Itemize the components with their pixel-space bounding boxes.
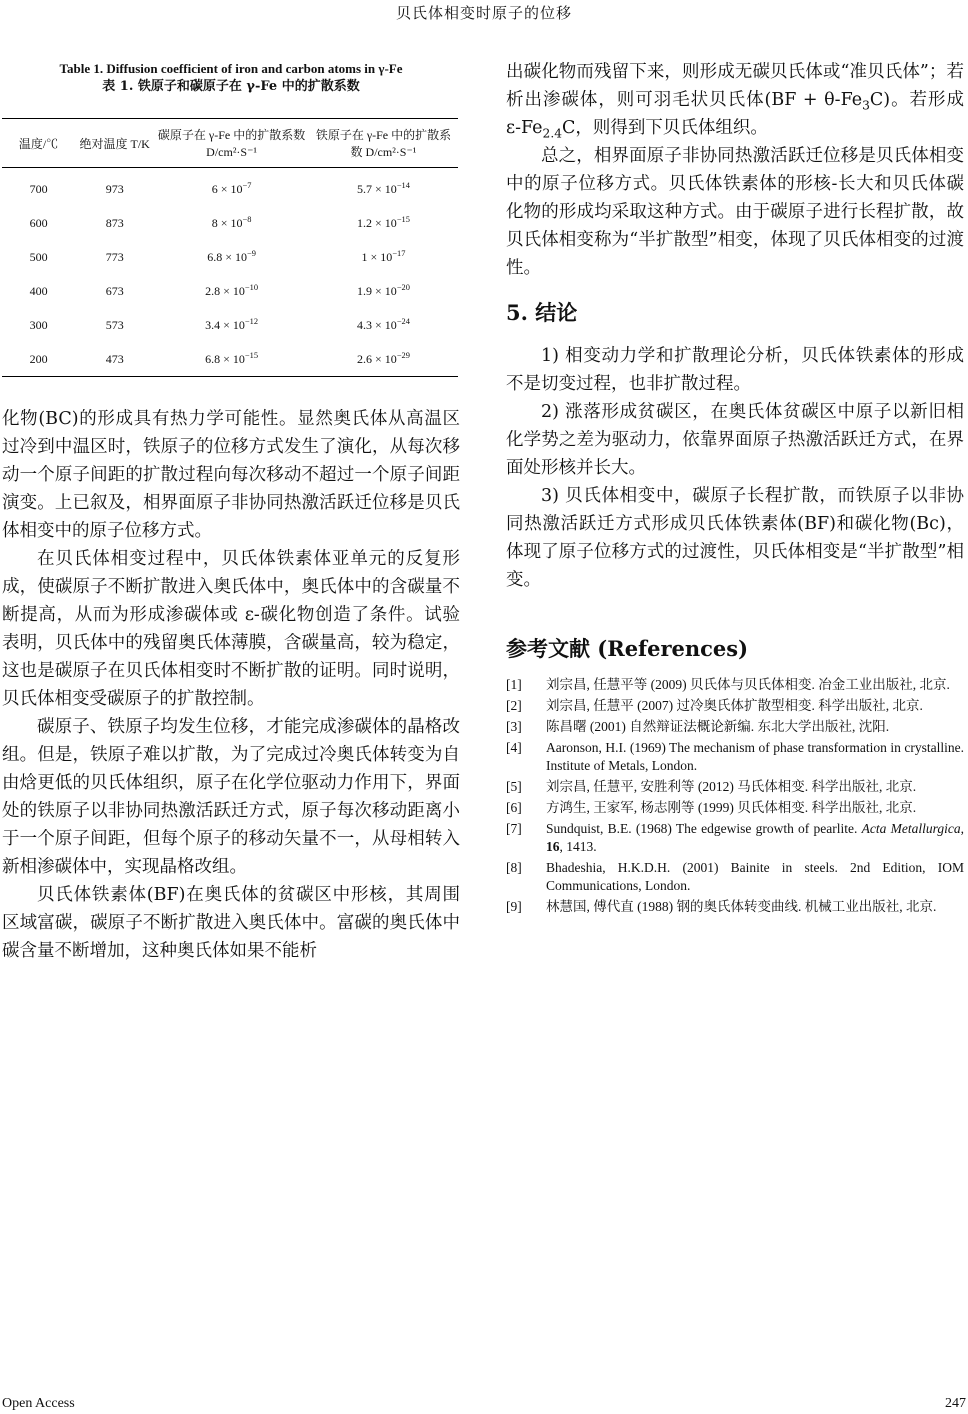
cell-carbon	[154, 240, 309, 274]
text-fragment: 出碳化物而残留下来，则形成无碳贝氏体或“准贝氏体”；若析出渗碳体，则可羽毛状贝氏体(BF + θ-Fe	[506, 62, 964, 110]
journal-name: Acta Metallurgica	[861, 821, 961, 836]
references-heading: 参考文献 (References)	[506, 636, 749, 661]
table-row	[2, 342, 458, 377]
reference-number: [4]	[506, 740, 522, 755]
cell-carbon	[154, 274, 309, 308]
reference-number: [6]	[506, 800, 522, 815]
carbon-mantissa: 6.8 × 10	[205, 351, 245, 366]
cell-iron	[309, 308, 458, 342]
reference-item	[506, 859, 964, 895]
reference-text: 刘宗昌, 任慧平, 安胜利等 (2012) 马氏体相变. 科学出版社, 北京.	[546, 779, 917, 794]
cell-iron	[309, 206, 458, 240]
cell-temp-c: 300	[29, 317, 48, 332]
reference-number: [1]	[506, 677, 522, 692]
reference-item	[506, 697, 964, 715]
carbon-mantissa: 3.4 × 10	[205, 317, 245, 332]
cell-iron	[309, 342, 458, 377]
iron-exponent: −17	[392, 248, 406, 258]
reference-text: Sundquist, B.E. (1968) The edgewise growth of pearlite. Acta Metallurgica, 16, 1413.	[546, 821, 964, 854]
table-row	[2, 240, 458, 274]
body-paragraph: 在贝氏体相变过程中，贝氏体铁素体亚单元的反复形成，使碳原子不断扩散进入奥氏体中，奥氏体中的含碳量不断提高，从而为形成渗碳体或 ε-碳化物创造了条件。试验表明，贝氏体中的残留奥氏体薄膜，含碳量高，较为稳定，这也是碳原子在贝氏体相变时不断扩散的证明。同时说明，贝氏体相变受碳原子的扩散控制。	[2, 549, 460, 709]
cell-carbon	[154, 342, 309, 377]
carbon-exponent: −8	[242, 214, 252, 224]
table-row	[2, 168, 458, 207]
header-iron-diffusion: 铁原子在 γ-Fe 中的扩散系数 D/cm²·S⁻¹	[309, 119, 458, 168]
subscript: 3	[862, 98, 870, 113]
right-column	[506, 58, 964, 919]
carbon-exponent: −7	[242, 180, 252, 190]
iron-exponent: −24	[396, 316, 410, 326]
table-caption-zh: 表 1. 铁原子和碳原子在 γ-Fe 中的扩散系数	[102, 79, 360, 94]
reference-number: [7]	[506, 821, 522, 836]
iron-mantissa: 1 × 10	[361, 249, 393, 264]
left-body-text	[2, 405, 460, 965]
reference-text: 刘宗昌, 任慧平 (2007) 过冷奥氏体扩散型相变. 科学出版社, 北京.	[546, 698, 923, 713]
conclusion-item: 3) 贝氏体相变中，碳原子长程扩散，而铁原子以非协同热激活跃迁方式形成贝氏体铁素体(BF)和碳化物(Bc)，体现了原子位移方式的过渡性，贝氏体相变是“半扩散型”相变。	[506, 486, 964, 590]
cell-temp-c: 600	[29, 215, 48, 230]
reference-text: 刘宗昌, 任慧平等 (2009) 贝氏体与贝氏体相变. 冶金工业出版社, 北京.	[546, 677, 950, 692]
cell-iron	[309, 274, 458, 308]
body-paragraph	[506, 58, 964, 142]
cell-temp-k: 473	[105, 351, 124, 366]
cell-iron	[309, 168, 458, 207]
reference-item	[506, 718, 964, 736]
cell-temp-c: 700	[29, 181, 48, 196]
running-title: 贝氏体相变时原子的位移	[395, 4, 572, 22]
iron-mantissa: 1.2 × 10	[357, 215, 397, 230]
table-row	[2, 206, 458, 240]
reference-text: Aaronson, H.I. (1969) The mechanism of phase transformation in crystalline. Institute of Metals, London.	[546, 740, 964, 773]
reference-number: [5]	[506, 779, 522, 794]
iron-mantissa: 1.9 × 10	[357, 283, 397, 298]
conclusion-heading: 5. 结论	[506, 300, 578, 325]
reference-item	[506, 820, 964, 856]
carbon-mantissa: 2.8 × 10	[205, 283, 245, 298]
cell-temp-k: 873	[105, 215, 124, 230]
text-fragment: C，则得到下贝氏体组织。	[562, 118, 768, 138]
cell-iron	[309, 240, 458, 274]
reference-item	[506, 799, 964, 817]
table-row	[2, 308, 458, 342]
iron-exponent: −14	[396, 180, 410, 190]
cell-temp-c: 500	[29, 249, 48, 264]
body-paragraph: 总之，相界面原子非协同热激活跃迁位移是贝氏体相变中的原子位移方式。贝氏体铁素体的形核-长大和贝氏体碳化物的形成均采取这种方式。由于碳原子进行长程扩散，故贝氏体相变称为“半扩散型”相变，体现了贝氏体相变的过渡性。	[506, 146, 964, 278]
reference-item	[506, 739, 964, 775]
iron-mantissa: 2.6 × 10	[357, 351, 397, 366]
cell-carbon	[154, 206, 309, 240]
cell-temp-k: 973	[105, 181, 124, 196]
conclusion-item: 1) 相变动力学和扩散理论分析，贝氏体铁素体的形成不是切变过程，也非扩散过程。	[506, 346, 964, 394]
cell-carbon	[154, 168, 309, 207]
reference-item	[506, 676, 964, 694]
left-column	[2, 60, 460, 965]
reference-number: [2]	[506, 698, 522, 713]
cell-temp-k: 773	[105, 249, 124, 264]
header-carbon-diffusion: 碳原子在 γ-Fe 中的扩散系数 D/cm²·S⁻¹	[154, 119, 309, 168]
cell-temp-c: 200	[29, 351, 48, 366]
table-row	[2, 274, 458, 308]
conclusion-item: 2) 涨落形成贫碳区，在奥氏体贫碳区中原子以新旧相化学势之差为驱动力，依靠界面原子热激活跃迁方式，在界面处形核并长大。	[506, 402, 964, 478]
header-temp-c: 温度/℃	[2, 119, 75, 168]
cell-temp-k: 673	[105, 283, 124, 298]
carbon-exponent: −10	[244, 282, 259, 292]
iron-mantissa: 4.3 × 10	[357, 317, 397, 332]
reference-text-a: Sundquist, B.E. (1968) The edgewise growth of pearlite.	[546, 821, 862, 836]
table-caption-en: Table 1. Diffusion coefficient of iron and carbon atoms in γ-Fe	[59, 61, 403, 76]
cell-carbon	[154, 308, 309, 342]
carbon-mantissa: 6 × 10	[211, 181, 243, 196]
table-header-row	[2, 119, 458, 168]
reference-text: 方鸿生, 王家军, 杨志刚等 (1999) 贝氏体相变. 科学出版社, 北京.	[546, 800, 917, 815]
reference-text: Bhadeshia, H.K.D.H. (2001) Bainite in steels. 2nd Edition, IOM Communications, London.	[546, 860, 964, 893]
body-paragraph: 碳原子、铁原子均发生位移，才能完成渗碳体的晶格改组。但是，铁原子难以扩散，为了完成过冷奥氏体转变为自由焓更低的贝氏体组织，原子在化学位驱动力作用下，界面处的铁原子以非协同热激活跃迁方式，原子每次移动距离小于一个原子间距，但每个原子的移动矢量不一，从母相转入新相渗碳体中，实现晶格改组。	[2, 717, 460, 877]
reference-number: [3]	[506, 719, 522, 734]
text-fragment: C)。若形成 ε-Fe	[506, 90, 964, 138]
reference-text: 陈昌曙 (2001) 自然辩证法概论新编. 东北大学出版社, 沈阳.	[546, 719, 890, 734]
reference-number: [9]	[506, 899, 522, 914]
body-paragraph: 贝氏体铁素体(BF)在奥氏体的贫碳区中形核，其周围区域富碳，碳原子不断扩散进入奥氏体中。富碳的奥氏体中碳含量不断增加，这种奥氏体如果不能析	[2, 885, 460, 961]
reference-text-b: , 1413.	[559, 839, 597, 854]
subscript: 2.4	[542, 126, 563, 141]
reference-number: [8]	[506, 860, 522, 875]
reference-item	[506, 778, 964, 796]
diffusion-table	[2, 118, 458, 377]
carbon-exponent: −15	[244, 350, 259, 360]
iron-exponent: −15	[396, 214, 410, 224]
journal-volume: 16	[546, 839, 560, 854]
carbon-mantissa: 8 × 10	[211, 215, 243, 230]
body-paragraph: 化物(BC)的形成具有热力学可能性。显然奥氏体从高温区过冷到中温区时，铁原子的位移方式发生了演化，从每次移动一个原子间距的扩散过程向每次移动不超过一个原子间距演变。上已叙及，相界面原子非协同热激活跃迁位移是贝氏体相变中的原子位移方式。	[2, 409, 460, 541]
cell-temp-k: 573	[105, 317, 124, 332]
reference-list	[506, 676, 964, 916]
reference-text: 林慧国, 傅代直 (1988) 钢的奥氏体转变曲线. 机械工业出版社, 北京.	[546, 899, 937, 914]
carbon-exponent: −12	[244, 316, 259, 326]
header-temp-k: 绝对温度 T/K	[75, 119, 154, 168]
iron-exponent: −29	[396, 350, 410, 360]
cell-temp-c: 400	[29, 283, 48, 298]
iron-mantissa: 5.7 × 10	[357, 181, 397, 196]
footer-page-number: 247	[945, 1396, 966, 1411]
footer-open-access: Open Access	[2, 1396, 75, 1411]
carbon-exponent: −9	[247, 248, 256, 258]
reference-item	[506, 898, 964, 916]
carbon-mantissa: 6.8 × 10	[207, 249, 248, 264]
iron-exponent: −20	[396, 282, 410, 292]
